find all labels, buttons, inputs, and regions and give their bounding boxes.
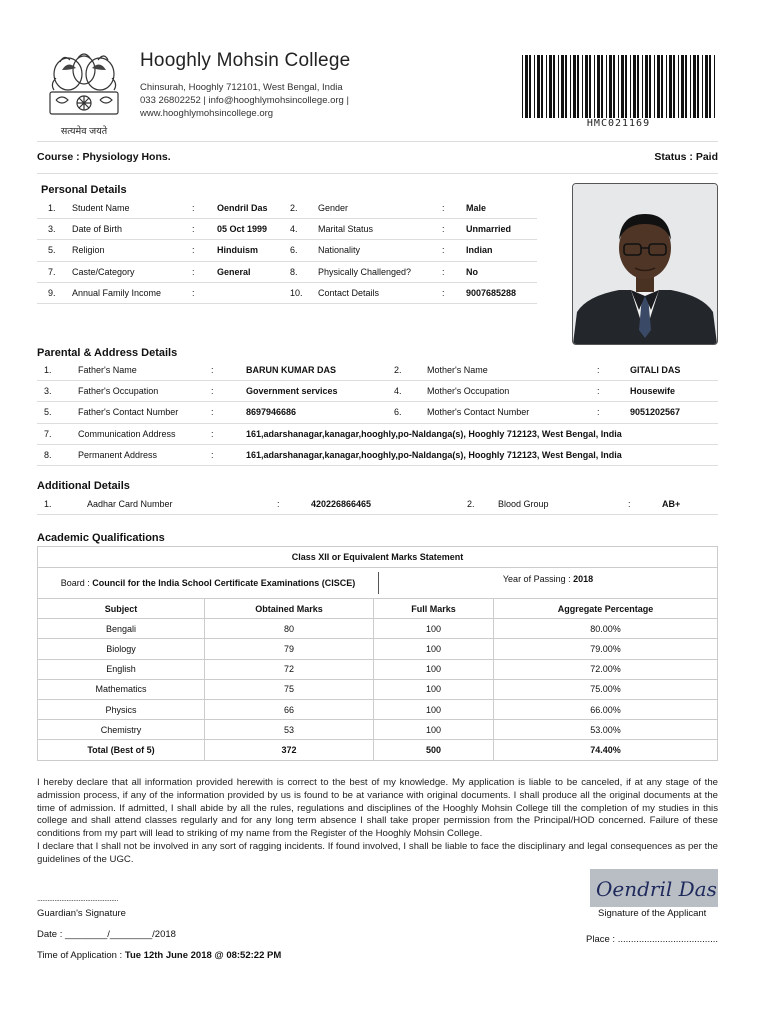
parental-row bbox=[37, 360, 718, 381]
course-line bbox=[37, 151, 171, 163]
personal-row bbox=[37, 240, 537, 261]
row-number: 4. bbox=[290, 219, 318, 240]
barcode-bar bbox=[570, 55, 571, 118]
colon-separator: : bbox=[192, 282, 217, 303]
barcode-bar bbox=[561, 55, 564, 118]
column-header: Full Marks bbox=[374, 599, 494, 619]
marks-row bbox=[38, 639, 718, 659]
colon-separator: : bbox=[192, 219, 217, 240]
marks-cell: 100 bbox=[374, 679, 494, 699]
college-contact: 033 26802252 | info@hooghlymohsincollege.org | bbox=[140, 95, 349, 106]
parental-row bbox=[37, 381, 718, 402]
parental-details-title: Parental & Address Details bbox=[37, 347, 178, 359]
marks-row bbox=[38, 619, 718, 639]
barcode-bar bbox=[709, 55, 711, 118]
barcode-bar bbox=[537, 55, 540, 118]
course-label: Course : bbox=[37, 151, 83, 163]
barcode-bar bbox=[525, 55, 528, 118]
field-label: Father's Name bbox=[78, 360, 211, 381]
marks-cell: 66 bbox=[205, 699, 374, 719]
applicant-signature-label: Signature of the Applicant bbox=[598, 908, 707, 919]
row-number: 2. bbox=[463, 494, 498, 515]
row-number: 9. bbox=[37, 282, 72, 303]
barcode-bar bbox=[625, 55, 627, 118]
marks-row bbox=[38, 720, 718, 740]
additional-row bbox=[37, 494, 718, 515]
board-cell bbox=[38, 578, 378, 589]
field-label: Father's Contact Number bbox=[78, 402, 211, 423]
barcode-bar bbox=[529, 55, 531, 118]
declaration bbox=[37, 777, 718, 867]
barcode-bar bbox=[609, 55, 612, 118]
marks-cell: 66.00% bbox=[494, 699, 718, 719]
time-of-application bbox=[37, 950, 281, 961]
field-value: Indian bbox=[466, 240, 537, 261]
field-label: Blood Group bbox=[498, 494, 628, 515]
colon-separator: : bbox=[192, 240, 217, 261]
barcode-bar bbox=[697, 55, 699, 118]
year-cell bbox=[379, 574, 717, 584]
status-label: Status : bbox=[654, 151, 696, 163]
total-cell: Total (Best of 5) bbox=[38, 740, 205, 760]
barcode-bar bbox=[633, 55, 636, 118]
college-website: www.hooghlymohsincollege.org bbox=[140, 108, 274, 119]
marks-cell: Bengali bbox=[38, 619, 205, 639]
address-value: 161,adarshanagar,kanagar,hooghly,po-Naldanga(s), Hooghly 712123, West Bengal, India bbox=[246, 423, 718, 444]
field-label: Permanent Address bbox=[78, 444, 211, 465]
barcode-bar bbox=[681, 55, 684, 118]
field-label: Mother's Name bbox=[427, 360, 597, 381]
row-number: 3. bbox=[37, 381, 78, 402]
status-value: Paid bbox=[695, 151, 718, 163]
colon-separator: : bbox=[211, 402, 246, 423]
marks-cell: 72 bbox=[205, 659, 374, 679]
field-label: Father's Occupation bbox=[78, 381, 211, 402]
barcode-bar bbox=[618, 55, 619, 118]
applicant-signature-text: Oendril Das bbox=[596, 877, 717, 901]
year-label: Year of Passing : bbox=[502, 574, 574, 584]
barcode-bar bbox=[637, 55, 639, 118]
marks-row bbox=[38, 699, 718, 719]
marks-cell: 53.00% bbox=[494, 720, 718, 740]
college-name: Hooghly Mohsin College bbox=[140, 50, 351, 71]
marks-cell: 100 bbox=[374, 619, 494, 639]
header-divider bbox=[37, 141, 718, 142]
barcode-bar bbox=[582, 55, 583, 118]
marks-row bbox=[38, 659, 718, 679]
barcode-bar bbox=[549, 55, 552, 118]
field-label: Religion bbox=[72, 240, 192, 261]
marks-cell: Biology bbox=[38, 639, 205, 659]
parental-details-table bbox=[37, 360, 718, 466]
barcode-bar bbox=[522, 55, 523, 118]
address-row bbox=[37, 423, 718, 444]
personal-row bbox=[37, 261, 537, 282]
column-header: Subject bbox=[38, 599, 205, 619]
colon-separator: : bbox=[211, 360, 246, 381]
row-number: 2. bbox=[290, 198, 318, 219]
marks-cell: Mathematics bbox=[38, 679, 205, 699]
barcode-bar bbox=[553, 55, 555, 118]
marks-cell: 75.00% bbox=[494, 679, 718, 699]
row-number: 6. bbox=[394, 402, 427, 423]
marks-cell: Physics bbox=[38, 699, 205, 719]
barcode-bar bbox=[645, 55, 648, 118]
personal-details-title: Personal Details bbox=[41, 184, 127, 196]
field-value: 8697946686 bbox=[246, 402, 394, 423]
field-label: Annual Family Income bbox=[72, 282, 192, 303]
guardian-signature-line: ............................................... bbox=[37, 894, 118, 903]
field-value: GITALI DAS bbox=[630, 360, 718, 381]
field-value: Male bbox=[466, 198, 537, 219]
field-value: Housewife bbox=[630, 381, 718, 402]
barcode-bar bbox=[693, 55, 696, 118]
barcode-bar bbox=[541, 55, 543, 118]
column-header: Aggregate Percentage bbox=[494, 599, 718, 619]
colon-separator: : bbox=[277, 494, 311, 515]
field-label: Communication Address bbox=[78, 423, 211, 444]
field-label: Marital Status bbox=[318, 219, 442, 240]
row-number: 6. bbox=[290, 240, 318, 261]
colon-separator: : bbox=[211, 444, 246, 465]
barcode-bar bbox=[558, 55, 559, 118]
blood-group-value: AB+ bbox=[662, 494, 718, 515]
field-label: Gender bbox=[318, 198, 442, 219]
marks-cell: Chemistry bbox=[38, 720, 205, 740]
barcode-bar bbox=[534, 55, 535, 118]
colon-separator: : bbox=[192, 198, 217, 219]
address-value: 161,adarshanagar,kanagar,hooghly,po-Naldanga(s), Hooghly 712123, West Bengal, India bbox=[246, 444, 718, 465]
marks-cell: 100 bbox=[374, 659, 494, 679]
barcode-bar bbox=[594, 55, 595, 118]
marks-total-row bbox=[38, 740, 718, 760]
barcode-bar bbox=[621, 55, 624, 118]
time-value: Tue 12th June 2018 @ 08:52:22 PM bbox=[124, 950, 282, 961]
field-value bbox=[217, 282, 290, 303]
row-number: 4. bbox=[394, 381, 427, 402]
row-number: 1. bbox=[37, 360, 78, 381]
board-value: Council for the India School Certificate Examinations (CISCE) bbox=[92, 577, 356, 588]
field-value: Government services bbox=[246, 381, 394, 402]
total-cell: 74.40% bbox=[494, 740, 718, 760]
row-number: 7. bbox=[37, 261, 72, 282]
row-number: 5. bbox=[37, 240, 72, 261]
barcode-bar bbox=[565, 55, 567, 118]
barcode-bar bbox=[649, 55, 651, 118]
marks-row bbox=[38, 679, 718, 699]
barcode-bar bbox=[673, 55, 675, 118]
barcode-bar bbox=[630, 55, 631, 118]
barcode-bar bbox=[573, 55, 576, 118]
declaration-paragraph-2: I declare that I shall not be involved in any sort of ragging incidents. If found involved, I shall be liable to face the disciplinary and legal consequences as per the guidelines of the UGC. bbox=[37, 840, 718, 865]
marks-cell: 80 bbox=[205, 619, 374, 639]
colon-separator: : bbox=[628, 494, 662, 515]
marks-cell: 100 bbox=[374, 720, 494, 740]
field-label: Date of Birth bbox=[72, 219, 192, 240]
marks-cell: 72.00% bbox=[494, 659, 718, 679]
year-value: 2018 bbox=[573, 574, 594, 584]
barcode-bar bbox=[661, 55, 663, 118]
barcode-bar bbox=[642, 55, 643, 118]
barcode-bar bbox=[601, 55, 603, 118]
row-number: 8. bbox=[290, 261, 318, 282]
colon-separator: : bbox=[211, 423, 246, 444]
status-line bbox=[654, 151, 718, 163]
barcode-bar bbox=[613, 55, 615, 118]
row-number: 10. bbox=[290, 282, 318, 303]
barcode-bar bbox=[705, 55, 708, 118]
field-value: 9007685288 bbox=[466, 282, 537, 303]
field-value: No bbox=[466, 261, 537, 282]
barcode-bar bbox=[657, 55, 660, 118]
applicant-photo bbox=[572, 183, 718, 345]
aadhar-value: 420226866465 bbox=[311, 494, 463, 515]
personal-row bbox=[37, 219, 537, 240]
barcode-bar bbox=[669, 55, 672, 118]
colon-separator: : bbox=[442, 219, 466, 240]
colon-separator: : bbox=[597, 381, 630, 402]
field-value: Hinduism bbox=[217, 240, 290, 261]
field-value: General bbox=[217, 261, 290, 282]
barcode-bar bbox=[654, 55, 655, 118]
barcode-bar bbox=[678, 55, 679, 118]
barcode-bar bbox=[666, 55, 667, 118]
colon-separator: : bbox=[597, 402, 630, 423]
barcode-bar bbox=[702, 55, 703, 118]
row-number: 8. bbox=[37, 444, 78, 465]
personal-row bbox=[37, 282, 537, 303]
field-label: Caste/Category bbox=[72, 261, 192, 282]
barcode-text: HMC021169 bbox=[586, 118, 651, 129]
row-number: 1. bbox=[37, 198, 72, 219]
marks-cell: 75 bbox=[205, 679, 374, 699]
applicant-signature-image bbox=[590, 869, 718, 907]
field-label: Physically Challenged? bbox=[318, 261, 442, 282]
colon-separator: : bbox=[442, 261, 466, 282]
marks-cell: 53 bbox=[205, 720, 374, 740]
marks-table-title: Class XII or Equivalent Marks Statement bbox=[38, 547, 718, 568]
parental-row bbox=[37, 402, 718, 423]
barcode-bar bbox=[606, 55, 607, 118]
additional-details-table bbox=[37, 494, 718, 515]
personal-details-table bbox=[37, 198, 537, 304]
colon-separator: : bbox=[442, 240, 466, 261]
barcode-bar bbox=[577, 55, 579, 118]
marks-cell: English bbox=[38, 659, 205, 679]
time-label: Time of Application : bbox=[37, 950, 125, 961]
field-value: BARUN KUMAR DAS bbox=[246, 360, 394, 381]
row-number: 3. bbox=[37, 219, 72, 240]
place-line: Place : ...................................... bbox=[586, 934, 718, 945]
field-label: Contact Details bbox=[318, 282, 442, 303]
field-label: Mother's Occupation bbox=[427, 381, 597, 402]
field-value: Oendril Das bbox=[217, 198, 290, 219]
barcode-bar bbox=[714, 55, 715, 118]
emblem-motto: सत्यमेव जयते bbox=[60, 126, 108, 137]
marks-cell: 100 bbox=[374, 639, 494, 659]
colon-separator: : bbox=[597, 360, 630, 381]
column-header: Obtained Marks bbox=[205, 599, 374, 619]
marks-table bbox=[37, 546, 718, 761]
colon-separator: : bbox=[442, 282, 466, 303]
field-label: Nationality bbox=[318, 240, 442, 261]
declaration-paragraph-1: I hereby declare that all information provided herewith is correct to the best of my knowledge. My application is liable to be canceled, if at any stage of the admission process, if any of the information provided by us is found to be at variance with original documents. I shall produce all the original documents at the time of admission. If admitted, I shall abide by all the rules, regulations and disciplines of the Hooghly Mohsin College till the completion of my studies in this college and shall attend classes regularly and for any long term absence I shall take proper permission from the Principal/HOD concerned. Failure of these conditions from my part will lead to striking of my name from the Register of the Hooghly Mohsin College. bbox=[37, 777, 718, 840]
field-label: Mother's Contact Number bbox=[427, 402, 597, 423]
field-label: Student Name bbox=[72, 198, 192, 219]
additional-details-title: Additional Details bbox=[37, 480, 130, 492]
barcode-bar bbox=[585, 55, 588, 118]
address-row bbox=[37, 444, 718, 465]
barcode-bar bbox=[597, 55, 600, 118]
row-number: 7. bbox=[37, 423, 78, 444]
total-cell: 500 bbox=[374, 740, 494, 760]
board-label: Board : bbox=[60, 577, 93, 588]
total-cell: 372 bbox=[205, 740, 374, 760]
colon-separator: : bbox=[192, 261, 217, 282]
board-row bbox=[38, 568, 718, 599]
field-value: 9051202567 bbox=[630, 402, 718, 423]
barcode bbox=[520, 55, 717, 118]
college-address: Chinsurah, Hooghly 712101, West Bengal, India bbox=[140, 82, 343, 93]
colon-separator: : bbox=[442, 198, 466, 219]
date-line: Date : ________/________/2018 bbox=[37, 929, 176, 940]
marks-cell: 100 bbox=[374, 699, 494, 719]
personal-row bbox=[37, 198, 537, 219]
row-number: 1. bbox=[37, 494, 87, 515]
course-divider bbox=[37, 173, 718, 174]
course-value: Physiology Hons. bbox=[82, 151, 171, 163]
marks-cell: 80.00% bbox=[494, 619, 718, 639]
barcode-bar bbox=[546, 55, 547, 118]
marks-cell: 79 bbox=[205, 639, 374, 659]
barcode-bar bbox=[589, 55, 591, 118]
barcode-bar bbox=[685, 55, 687, 118]
field-label: Aadhar Card Number bbox=[87, 494, 277, 515]
barcode-bar bbox=[690, 55, 691, 118]
guardian-signature-label: Guardian's Signature bbox=[37, 908, 126, 919]
marks-cell: 79.00% bbox=[494, 639, 718, 659]
colon-separator: : bbox=[211, 381, 246, 402]
field-value: Unmarried bbox=[466, 219, 537, 240]
academic-title: Academic Qualifications bbox=[37, 532, 165, 544]
row-number: 5. bbox=[37, 402, 78, 423]
field-value: 05 Oct 1999 bbox=[217, 219, 290, 240]
row-number: 2. bbox=[394, 360, 427, 381]
